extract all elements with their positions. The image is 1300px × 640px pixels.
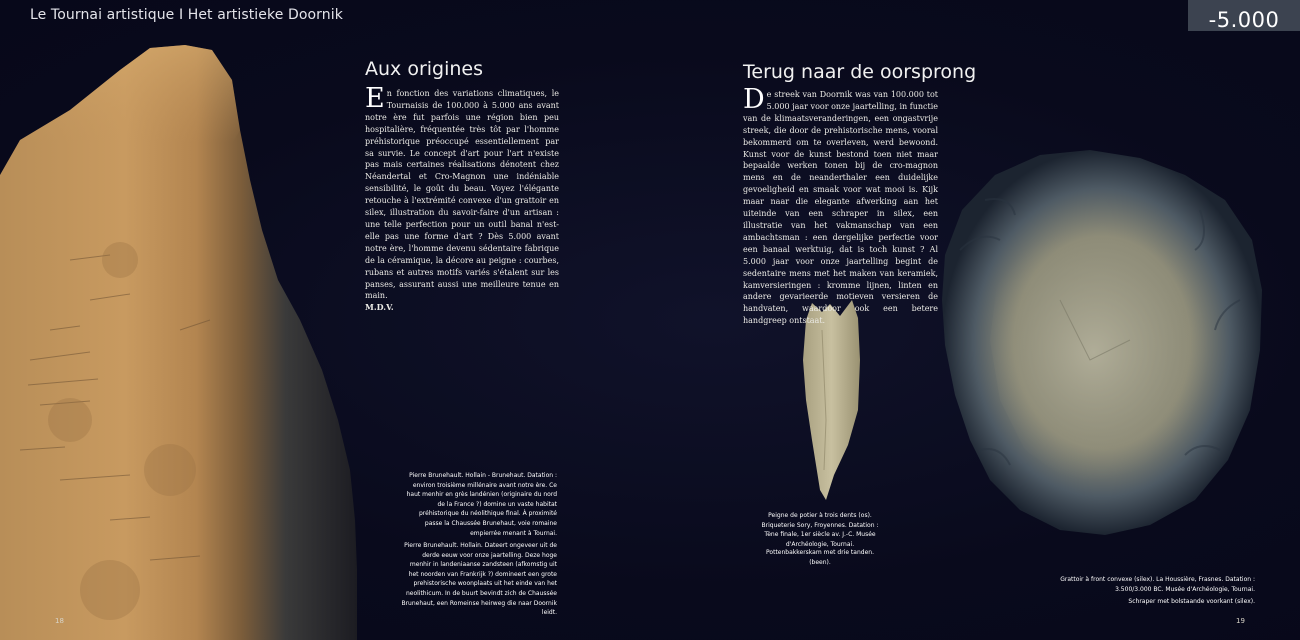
flint-scraper-photo: [942, 150, 1262, 535]
caption-scraper-nl: Schraper met bolstaande voorkant (silex).: [1128, 598, 1255, 605]
title-nl: Terug naar de oorsprong: [743, 61, 977, 83]
caption-menhir-fr: Pierre Brunehault. Hollain - Brunehaut. Datation : environ troisième millénaire avant notre ère. Ce haut menhir en grès landénien (originaire du nord de la France ?) domine un vaste habitat préhistorique du néolithique final. À proximité passe la Chaussée Brunehaut, voie romaine empierrée menant à Tournai.: [406, 472, 557, 537]
period-label: -5.000: [1208, 8, 1280, 32]
title-fr: Aux origines: [365, 58, 484, 80]
caption-comb-nl: Pottenbakkerskam met drie tanden. (been).: [766, 549, 874, 566]
caption-comb-fr: Peigne de potier à trois dents (os). Briqueterie Sory, Froyennes. Datation : Tène finale, 1er siècle av. J.-C. Musée d'Archéologie, Tournai.: [761, 512, 879, 548]
page-number-right: 19: [1236, 617, 1245, 625]
body-nl: e streek van Doornik was van 100.000 tot 5.000 jaar voor onze jaartelling, in functie van de klimaatsveranderingen, een ongastvrije streek, die door de prehistorische mens, vooral bekommerd om te overleven, werd bewoond. Kunst voor de kunst bestond toen niet maar bepaalde werken tonen bij de cro-magnon mens en de neanderthaler een duidelijke gevoeligheid en smaak voor wat mooi is. Kijk maar naar die elegante afwerking aan het uiteinde van een schraper in silex, een illustratie van het vakmanschap van een ambachtsman : een dergelijke perfectie voor een banaal werktuig, dat is toch kunst ? Al 5.000 jaar voor onze jaartelling begint de sedentaire mens met het maken van keramiek, kamversieringen : kromme lijnen, linten en andere gevarieerde motieven versieren de handvaten, waardoor ook een betere handgreep ontstaat.: [743, 90, 938, 326]
caption-scraper-fr: Grattoir à front convexe (silex). La Houssière, Frasnes. Datation : 3.500/3.000 BC. Musée d'Archéologie, Tournai.: [1060, 576, 1255, 593]
dropcap-nl: D: [743, 84, 765, 115]
running-title: Le Tournai artistique I Het artistieke Doornik: [30, 7, 343, 23]
bone-comb-photo: [803, 300, 860, 500]
caption-menhir-nl: Pierre Brunehault. Hollain. Dateert ongeveer uit de derde eeuw voor onze jaartelling. Deze hoge menhir in landeniaanse zandsteen (afkomstig uit het noorden van Frankrijk ?) domineert een grote prehistorische woonplaats uit het einde van het neolithicum. In de buurt bevindt zich de Chaussée Brunehaut, een Romeinse heirweg die naar Doornik leidt.: [401, 542, 557, 617]
period-badge: [1188, 0, 1300, 31]
page-number-left: 18: [55, 617, 64, 625]
body-text-fr: [365, 83, 559, 314]
author-signature: M.D.V.: [365, 302, 394, 313]
body-fr: n fonction des variations climatiques, le Tournaisis de 100.000 à 5.000 ans avant notre ère fut parfois une région bien peu hospitalière, fréquentée très tôt par l'homme préhistorique préoccupé essentiellement par sa survie. Le concept d'art pour l'art n'existe pas mais certaines réalisations dénotent chez Néandertal et Cro-Magnon une indéniable sensibilité, le goût du beau. Voyez l'élégante retouche à l'extrémité convexe d'un grattoir en silex, illustration du savoir-faire d'un artisan : une telle perfection pour un outil banal n'est-elle pas une forme d'art ? Dès 5.000 avant notre ère, l'homme devenu sédentaire fabrique de la céramique, la décore au peigne : courbes, rubans et autres motifs variés s'étalent sur les panses, assurant aussi une meilleure tenue en main.: [365, 89, 559, 301]
menhir-photo: [0, 45, 357, 640]
dropcap-fr: E: [365, 83, 385, 114]
body-text-nl: [743, 84, 938, 327]
